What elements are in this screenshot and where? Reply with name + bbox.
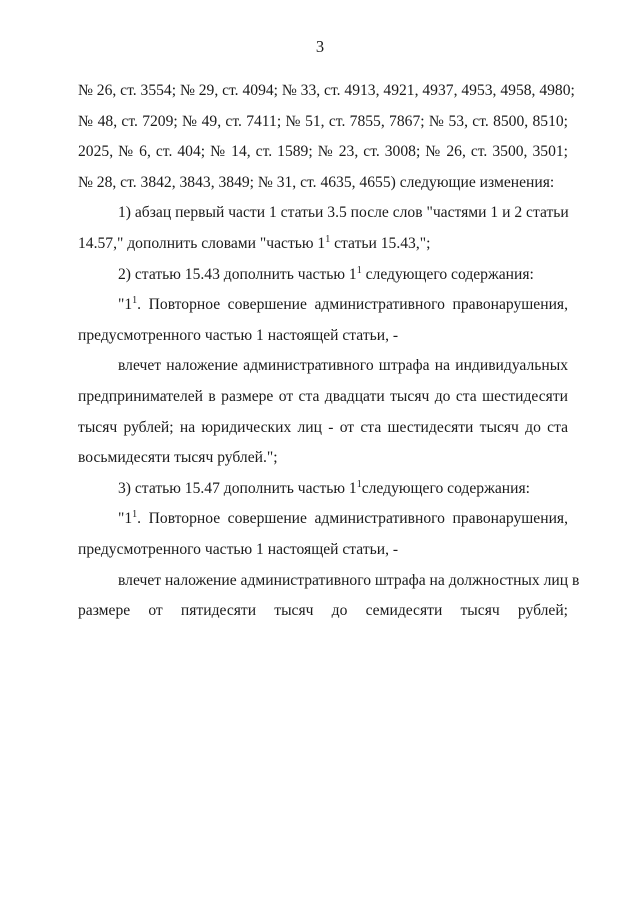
- intro-line-4: № 28, ст. 3842, 3843, 3849; № 31, ст. 4635, 4655) следующие изменения:: [78, 173, 555, 191]
- item2-sanction-line-2: предпринимателей в размере от ста двадцати тысяч до ста шестидесяти: [78, 387, 568, 405]
- item3-quote-start: "1: [118, 510, 133, 528]
- intro-line-3: 2025, № 6, ст. 404; № 14, ст. 1589; № 23, ст. 3008; № 26, ст. 3500, 3501;: [78, 143, 568, 161]
- item1-line-2: [78, 229, 568, 260]
- item2-intro-line: [78, 260, 568, 291]
- item3-intro-tail: следующего содержания:: [361, 479, 530, 497]
- item2-intro-tail: следующего содержания:: [361, 265, 534, 283]
- item2-intro-text: 2) статью 15.43 дополнить частью 1: [118, 265, 357, 283]
- item3-sanction-line-1: влечет наложение административного штрафа на должностных лиц в: [118, 571, 580, 589]
- item2-quote-line-2: предусмотренного частью 1 настоящей статьи, -: [78, 326, 399, 344]
- item3-quote-line-1: [78, 504, 568, 535]
- item3-quote-superscript: 1: [132, 509, 138, 521]
- document-body: [78, 76, 580, 627]
- item3-intro-superscript: 1: [356, 478, 362, 490]
- item3-intro-text: 3) статью 15.47 дополнить частью 1: [118, 479, 357, 497]
- item1-line-2-tail: статьи 15.43,";: [330, 234, 431, 252]
- item3-intro-line: [78, 474, 568, 505]
- item1-line-2-text: 14.57," дополнить словами "частью 1: [78, 234, 326, 252]
- item2-intro-superscript: 1: [356, 264, 362, 276]
- item2-quote-start: "1: [118, 296, 133, 314]
- item2-quote-superscript: 1: [132, 295, 138, 307]
- item1-line-1: 1) абзац первый части 1 статьи 3.5 после слов "частями 1 и 2 статьи: [118, 204, 569, 222]
- page-number: 3: [315, 37, 325, 56]
- item3-quote-line-2: предусмотренного частью 1 настоящей статьи, -: [78, 540, 399, 558]
- intro-line-1: № 26, ст. 3554; № 29, ст. 4094; № 33, ст. 4913, 4921, 4937, 4953, 4958, 4980;: [78, 82, 575, 99]
- item2-sanction-line-3: тысяч рублей; на юридических лиц - от ста шестидесяти тысяч до ста: [78, 418, 568, 436]
- item2-sanction-line-1: влечет наложение административного штрафа на индивидуальных: [118, 357, 568, 375]
- item2-quote-text: . Повторное совершение административного правонарушения,: [137, 296, 568, 314]
- item2-sanction-line-4: восьмидесяти тысяч рублей.";: [78, 449, 278, 467]
- item1-superscript: 1: [325, 233, 331, 245]
- intro-line-2: № 48, ст. 7209; № 49, ст. 7411; № 51, ст. 7855, 7867; № 53, ст. 8500, 8510;: [78, 112, 568, 130]
- item3-quote-text: . Повторное совершение административного правонарушения,: [137, 510, 568, 528]
- item2-quote-line-1: [78, 290, 568, 321]
- item3-sanction-line-2: размере от пятидесяти тысяч до семидесяти тысяч рублей;: [78, 602, 568, 620]
